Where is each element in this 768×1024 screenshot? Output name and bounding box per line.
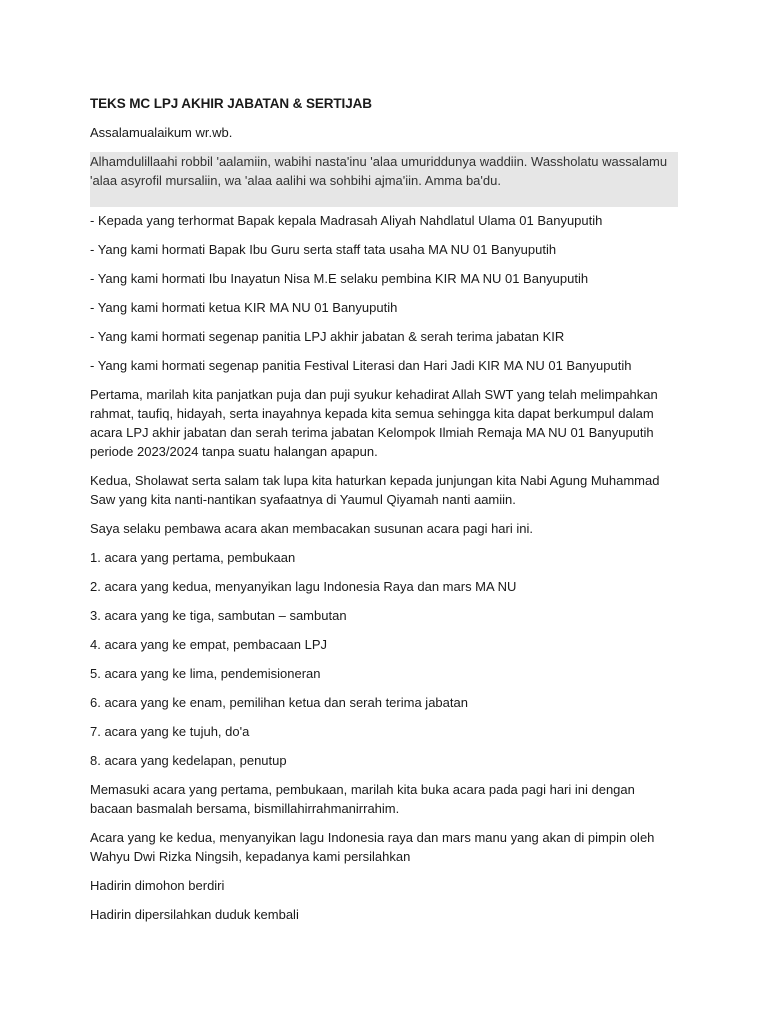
document-body (90, 94, 678, 934)
salutation-line: - Yang kami hormati Bapak Ibu Guru serta staff tata usaha MA NU 01 Banyuputih (90, 242, 557, 257)
shaded-empty-line (90, 190, 678, 207)
opening-prayer: Alhamdulillaahi robbil 'aalamiin, wabihi nasta'inu 'alaa umuriddunya waddiin. Wassholatu wassalamu 'alaa asyrofil mursaliin, wa 'alaa aalihi wa sohbihi ajma'iin. Amma ba'du. (90, 152, 678, 190)
agenda-item: 3. acara yang ke tiga, sambutan – sambutan (90, 608, 347, 623)
agenda-item: 1. acara yang pertama, pembukaan (90, 550, 296, 565)
agenda-item: 6. acara yang ke enam, pemilihan ketua dan serah terima jabatan (90, 695, 468, 710)
paragraph-first: Pertama, marilah kita panjatkan puja dan puji syukur kehadirat Allah SWT yang telah melimpahkan rahmat, taufiq, hidayah, serta inayahnya kepada kita semua sehingga kita dapat berkumpul dalam acara LPJ akhir jabatan dan serah terima jabatan Kelompok Ilmiah Remaja MA NU 01 Banyuputih periode 2023/2024 tanpa suatu halangan apapun. (90, 387, 658, 459)
agenda-item: 5. acara yang ke lima, pendemisioneran (90, 666, 321, 681)
instruction-stand: Hadirin dimohon berdiri (90, 878, 225, 893)
agenda-intro: Saya selaku pembawa acara akan membacakan susunan acara pagi hari ini. (90, 521, 533, 536)
paragraph-opening: Memasuki acara yang pertama, pembukaan, marilah kita buka acara pada pagi hari ini dengan bacaan basmalah bersama, bismillahirrahmanirrahim. (90, 782, 635, 816)
agenda-item: 8. acara yang kedelapan, penutup (90, 753, 287, 768)
greeting: Assalamualaikum wr.wb. (90, 125, 233, 140)
salutation-line: - Yang kami hormati ketua KIR MA NU 01 Banyuputih (90, 300, 398, 315)
paragraph-anthem: Acara yang ke kedua, menyanyikan lagu Indonesia raya dan mars manu yang akan di pimpin oleh Wahyu Dwi Rizka Ningsih, kepadanya kami persilahkan (90, 830, 655, 864)
agenda-item: 7. acara yang ke tujuh, do'a (90, 724, 250, 739)
salutation-line: - Kepada yang terhormat Bapak kepala Madrasah Aliyah Nahdlatul Ulama 01 Banyuputih (90, 213, 603, 228)
salutation-line: - Yang kami hormati Ibu Inayatun Nisa M.E selaku pembina KIR MA NU 01 Banyuputih (90, 271, 589, 286)
salutation-line: - Yang kami hormati segenap panitia LPJ akhir jabatan & serah terima jabatan KIR (90, 329, 565, 344)
instruction-sit: Hadirin dipersilahkan duduk kembali (90, 907, 299, 922)
paragraph-second: Kedua, Sholawat serta salam tak lupa kita haturkan kepada junjungan kita Nabi Agung Muhammad Saw yang kita nanti-nantikan syafaatnya di Yaumul Qiyamah nanti aamiin. (90, 473, 660, 507)
agenda-item: 2. acara yang kedua, menyanyikan lagu Indonesia Raya dan mars MA NU (90, 579, 517, 594)
document-title: TEKS MC LPJ AKHIR JABATAN & SERTIJAB (90, 96, 372, 111)
agenda-item: 4. acara yang ke empat, pembacaan LPJ (90, 637, 328, 652)
salutation-line: - Yang kami hormati segenap panitia Festival Literasi dan Hari Jadi KIR MA NU 01 Banyuputih (90, 358, 632, 373)
